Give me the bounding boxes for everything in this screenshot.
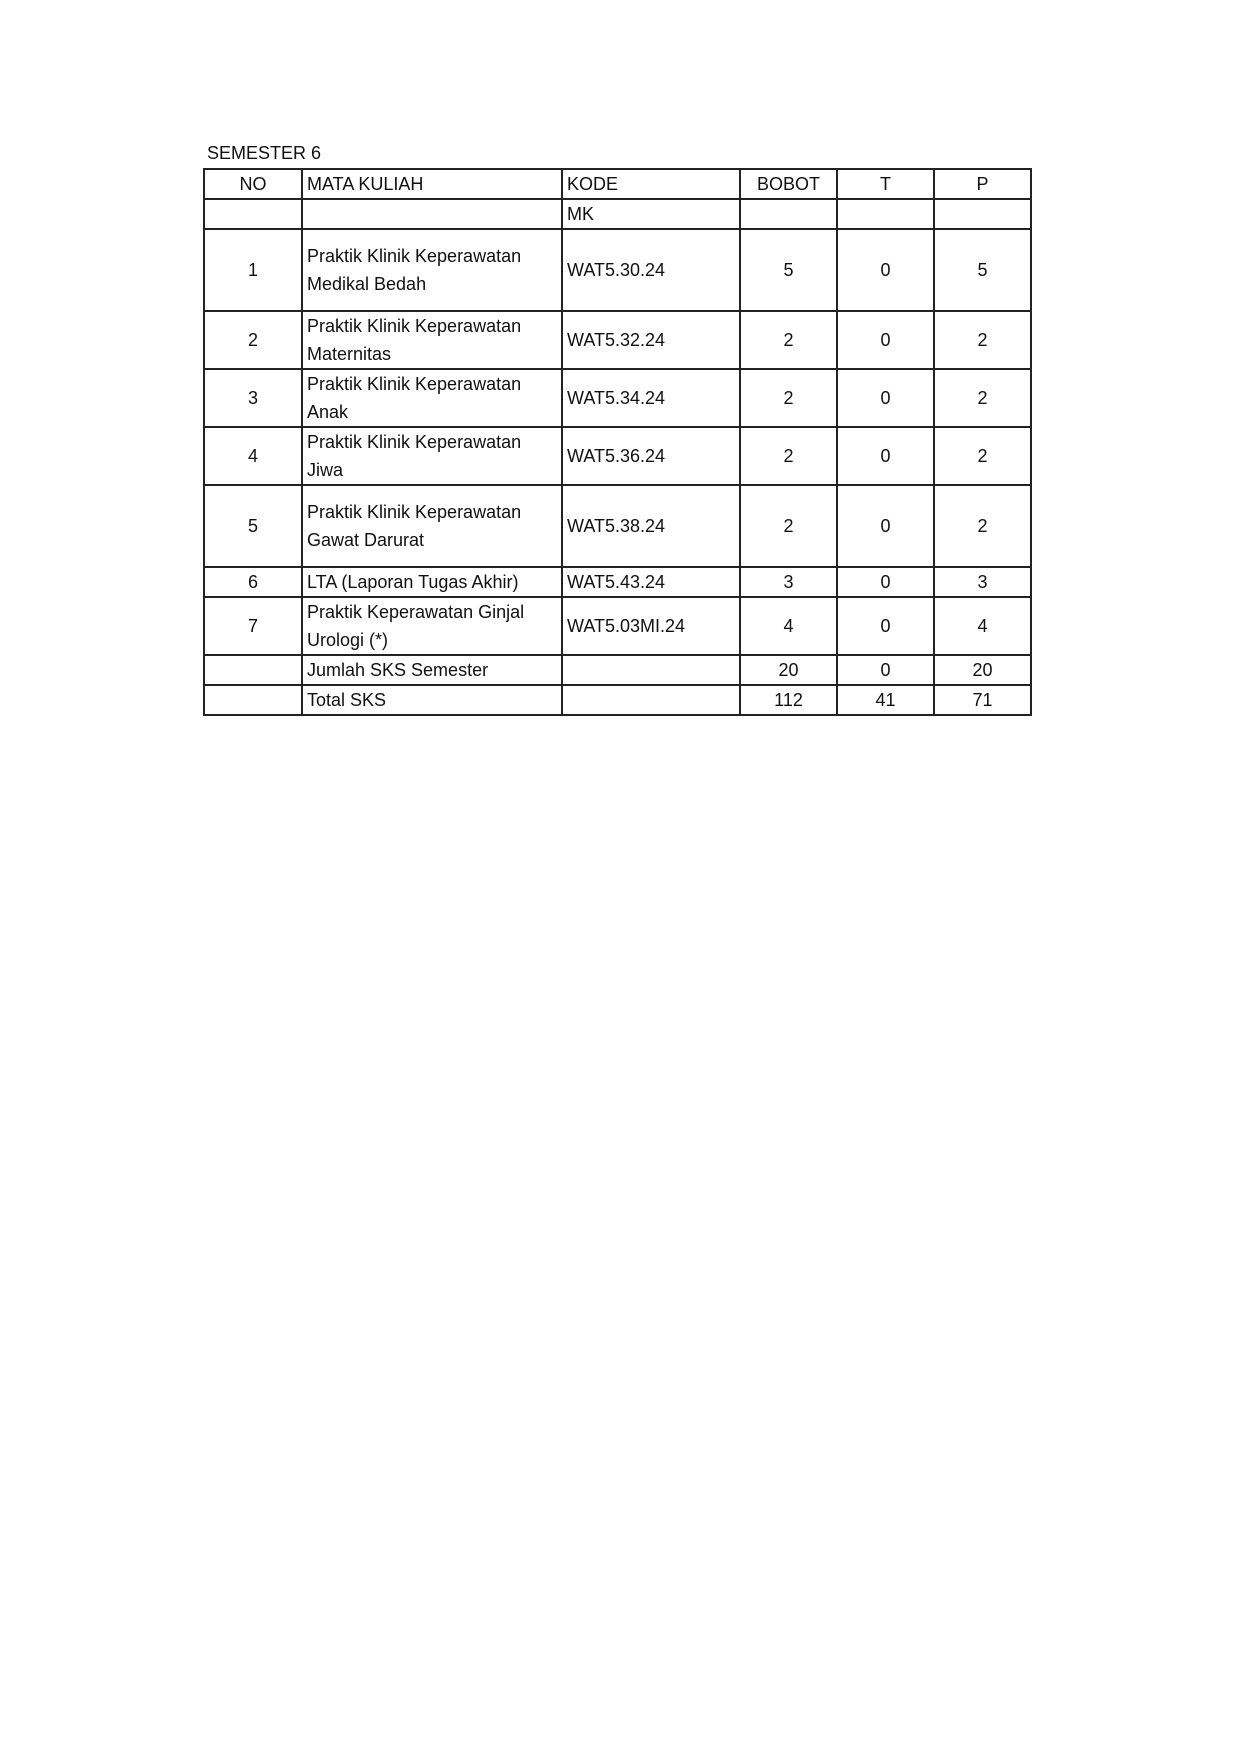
empty-cell [204, 199, 302, 229]
page-title: SEMESTER 6 [207, 143, 322, 163]
mata-kuliah-line: Maternitas [307, 344, 392, 364]
row-no: 4 [204, 427, 302, 485]
header-kode: KODE [562, 169, 740, 199]
empty-cell [204, 655, 302, 685]
table-row [204, 427, 1031, 485]
row-t: 0 [837, 311, 934, 369]
mata-kuliah-line: Praktik Klinik Keperawatan [307, 316, 522, 336]
total-t: 41 [837, 685, 934, 715]
row-mata-kuliah: LTA (Laporan Tugas Akhir) [302, 567, 562, 597]
table-row [204, 597, 1031, 655]
row-kode: WAT5.36.24 [562, 427, 740, 485]
mata-kuliah-line: Medikal Bedah [307, 274, 427, 294]
row-kode: WAT5.03MI.24 [562, 597, 740, 655]
total-row [204, 685, 1031, 715]
empty-cell [204, 685, 302, 715]
row-bobot: 2 [740, 311, 837, 369]
row-kode: WAT5.30.24 [562, 229, 740, 311]
total-label: Total SKS [302, 685, 562, 715]
row-t: 0 [837, 597, 934, 655]
row-bobot: 2 [740, 369, 837, 427]
row-p: 2 [934, 369, 1031, 427]
table-row [204, 229, 1031, 311]
jumlah-p: 20 [934, 655, 1031, 685]
header-p: P [934, 169, 1031, 199]
row-p: 2 [934, 427, 1031, 485]
row-t: 0 [837, 567, 934, 597]
header-row [204, 169, 1031, 199]
row-mata-kuliah [302, 597, 562, 655]
table-row [204, 485, 1031, 567]
row-no: 5 [204, 485, 302, 567]
mata-kuliah-line: Praktik Klinik Keperawatan [307, 374, 522, 394]
row-t: 0 [837, 229, 934, 311]
empty-cell [740, 199, 837, 229]
header-t: T [837, 169, 934, 199]
empty-cell [302, 199, 562, 229]
course-table [203, 168, 1032, 716]
row-kode: WAT5.32.24 [562, 311, 740, 369]
row-bobot: 2 [740, 427, 837, 485]
mata-kuliah-line: Praktik Klinik Keperawatan [307, 246, 522, 266]
header-kode-mk: MK [562, 199, 740, 229]
row-p: 4 [934, 597, 1031, 655]
row-mata-kuliah [302, 369, 562, 427]
header-mata-kuliah: MATA KULIAH [302, 169, 562, 199]
jumlah-bobot: 20 [740, 655, 837, 685]
row-kode: WAT5.38.24 [562, 485, 740, 567]
row-bobot: 4 [740, 597, 837, 655]
row-t: 0 [837, 369, 934, 427]
row-t: 0 [837, 427, 934, 485]
total-bobot: 112 [740, 685, 837, 715]
total-p: 71 [934, 685, 1031, 715]
row-mata-kuliah [302, 427, 562, 485]
table-row [204, 369, 1031, 427]
mata-kuliah-line: Praktik Klinik Keperawatan [307, 432, 522, 452]
row-p: 5 [934, 229, 1031, 311]
table-row [204, 311, 1031, 369]
row-mata-kuliah [302, 229, 562, 311]
jumlah-row [204, 655, 1031, 685]
empty-cell [562, 685, 740, 715]
row-kode: WAT5.34.24 [562, 369, 740, 427]
mata-kuliah-line: Gawat Darurat [307, 530, 425, 550]
row-no: 1 [204, 229, 302, 311]
row-no: 6 [204, 567, 302, 597]
table-row [204, 567, 1031, 597]
jumlah-t: 0 [837, 655, 934, 685]
header-row-2 [204, 199, 1031, 229]
mata-kuliah-line: Praktik Keperawatan Ginjal [307, 602, 525, 622]
mata-kuliah-line: Urologi (*) [307, 630, 389, 650]
header-no: NO [204, 169, 302, 199]
row-p: 2 [934, 311, 1031, 369]
mata-kuliah-line: Praktik Klinik Keperawatan [307, 502, 522, 522]
row-p: 3 [934, 567, 1031, 597]
empty-cell [837, 199, 934, 229]
empty-cell [562, 655, 740, 685]
row-no: 2 [204, 311, 302, 369]
empty-cell [934, 199, 1031, 229]
mata-kuliah-line: Anak [307, 402, 349, 422]
row-mata-kuliah [302, 485, 562, 567]
row-p: 2 [934, 485, 1031, 567]
row-no: 7 [204, 597, 302, 655]
header-bobot: BOBOT [740, 169, 837, 199]
row-bobot: 3 [740, 567, 837, 597]
jumlah-label: Jumlah SKS Semester [302, 655, 562, 685]
row-kode: WAT5.43.24 [562, 567, 740, 597]
row-bobot: 5 [740, 229, 837, 311]
row-t: 0 [837, 485, 934, 567]
row-no: 3 [204, 369, 302, 427]
row-bobot: 2 [740, 485, 837, 567]
mata-kuliah-line: Jiwa [307, 460, 344, 480]
row-mata-kuliah [302, 311, 562, 369]
